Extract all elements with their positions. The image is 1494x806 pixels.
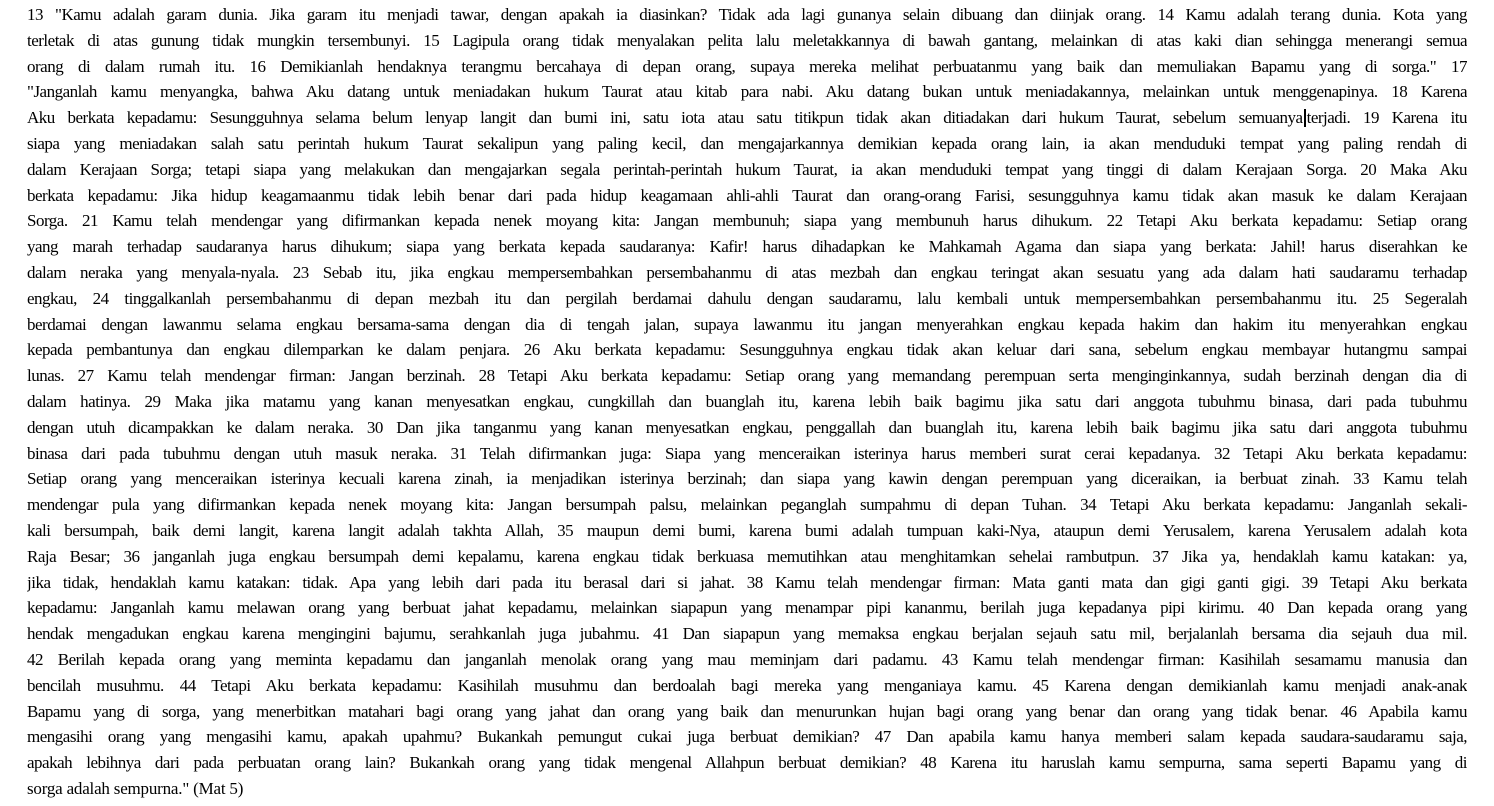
text-line: mendengar pula yang difirmankan kepada nenek moyang kita: Jangan bersumpah palsu, melainkan peganglah sumpahmu di depan Tuhan. 34 Tetapi Aku berkata kepadamu: Janganlah sekali-	[27, 495, 1467, 515]
text-line: terletak di atas gunung tidak mungkin tersembunyi. 15 Lagipula orang tidak menyalakan pelita lalu meletakkannya di bawah gantang, melainkan di atas kaki dian sehingga menerangi semua	[27, 30, 1467, 50]
text-line: siapa yang meniadakan salah satu perintah hukum Taurat sekalipun yang paling kecil, dan mengajarkannya demikian kepada orang lain, ia akan menduduki tempat yang paling rendah di	[27, 133, 1467, 153]
text-line: berdamai dengan lawanmu selama engkau bersama-sama dengan dia di tengah jalan, supaya lawanmu itu jangan menyerahkan engkau kepada hakim dan hakim itu menyerahkan engkau	[27, 314, 1467, 334]
text-line: "Janganlah kamu menyangka, bahwa Aku datang untuk meniadakan hukum Taurat atau kitab para nabi. Aku datang bukan untuk meniadakannya, melainkan untuk menggenapinya. 18 Karena	[27, 82, 1467, 102]
text-line: kepadamu: Janganlah kamu melawan orang yang berbuat jahat kepadamu, melainkan siapapun yang menampar pipi kananmu, berilah juga kepadanya pipi kirimu. 40 Dan kepada orang yang	[27, 598, 1467, 618]
text-line: engkau, 24 tinggalkanlah persembahanmu di depan mezbah itu dan pergilah berdamai dahulu dengan saudaramu, lalu kembali untuk mempersembahkan persembahanmu itu. 25 Segeralah	[27, 288, 1467, 308]
text-line: orang di dalam rumah itu. 16 Demikianlah hendaknya terangmu bercahaya di depan orang, supaya mereka melihat perbuatanmu yang baik dan memuliakan Bapamu yang di sorga." 17	[27, 56, 1467, 76]
text-line: dalam Kerajaan Sorga; tetapi siapa yang melakukan dan mengajarkan segala perintah-perintah hukum Taurat, ia akan menduduki tempat yang tinggi di dalam Kerajaan Sorga. 20 Maka Aku	[27, 159, 1467, 179]
text-area[interactable]	[27, 2, 1467, 806]
text-line	[27, 105, 1467, 131]
text-line: Setiap orang yang menceraikan isterinya kecuali karena zinah, ia menjadikan isterinya berzinah; dan siapa yang kawin dengan perempuan yang diceraikan, ia berbuat zinah. 33 Kamu telah	[27, 469, 1467, 489]
text-before-cursor: Aku berkata kepadamu: Sesungguhnya selama belum lenyap langit dan bumi ini, satu iota atau satu titikpun tidak akan ditiadakan dari hukum Taurat, sebelum semuanya	[27, 108, 1303, 128]
text-line: berkata kepadamu: Jika hidup keagamaanmu tidak lebih benar dari pada hidup keagamaan ahli-ahli Taurat dan orang-orang Farisi, sesungguhnya kamu tidak akan masuk ke dalam Kerajaan	[27, 185, 1467, 205]
text-line: hendak mengadukan engkau karena mengingini bajumu, serahkanlah juga jubahmu. 41 Dan siapapun yang memaksa engkau berjalan sejauh satu mil, berjalanlah bersama dia sejauh dua mil.	[27, 624, 1467, 644]
text-line: 13 "Kamu adalah garam dunia. Jika garam itu menjadi tawar, dengan apakah ia diasinkan? Tidak ada lagi gunanya selain dibuang dan diinjak orang. 14 Kamu adalah terang dunia. Kota yang	[27, 5, 1467, 24]
text-line: dalam hatinya. 29 Maka jika matamu yang kanan menyesatkan engkau, cungkillah dan buanglah itu, karena lebih baik bagimu jika satu dari anggota tubuhmu binasa, dari pada tubuhmu	[27, 391, 1467, 411]
text-line: apakah lebihnya dari pada perbuatan orang lain? Bukankah orang yang tidak mengenal Allahpun berbuat demikian? 48 Karena itu haruslah kamu sempurna, sama seperti Bapamu yang di	[27, 753, 1467, 773]
text-line: mengasihi orang yang mengasihi kamu, apakah upahmu? Bukankah pemungut cukai juga berbuat demikian? 47 Dan apabila kamu hanya memberi salam kepada saudara-saudaramu saja,	[27, 727, 1467, 747]
text-line: dengan utuh dicampakkan ke dalam neraka. 30 Dan jika tanganmu yang kanan menyesatkan engkau, penggallah dan buanglah itu, karena lebih baik bagimu jika satu dari anggota tubuhmu	[27, 417, 1467, 437]
text-line: sorga adalah sempurna." (Mat 5)	[27, 778, 244, 798]
text-line: dalam neraka yang menyala-nyala. 23 Sebab itu, jika engkau mempersembahkan persembahanmu di atas mezbah dan engkau teringat akan sesuatu yang ada dalam hati saudaramu terhadap	[27, 262, 1467, 282]
text-line: Sorga. 21 Kamu telah mendengar yang difirmankan kepada nenek moyang kita: Jangan membunuh; siapa yang membunuh harus dihukum. 22 Tetapi Aku berkata kepadamu: Setiap orang	[27, 211, 1467, 231]
text-line: kali bersumpah, baik demi langit, karena langit adalah takhta Allah, 35 maupun demi bumi, karena bumi adalah tumpuan kaki-Nya, ataupun demi Yerusalem, karena Yerusalem adalah kota	[27, 520, 1467, 540]
text-line: lunas. 27 Kamu telah mendengar firman: Jangan berzinah. 28 Tetapi Aku berkata kepadamu: Setiap orang yang memandang perempuan serta menginginkannya, sudah berzinah dengan dia di	[27, 366, 1467, 386]
text-line: yang marah terhadap saudaranya harus dihukum; siapa yang berkata kepada saudaranya: Kafir! harus dihadapkan ke Mahkamah Agama dan siapa yang berkata: Jahil! harus diserahkan ke	[27, 237, 1467, 257]
text-after-cursor: terjadi. 19 Karena itu	[1306, 108, 1467, 128]
text-line: Bapamu yang di sorga, yang menerbitkan matahari bagi orang yang jahat dan orang yang baik dan menurunkan hujan bagi orang yang benar dan orang yang tidak benar. 46 Apabila kamu	[27, 701, 1467, 721]
text-line: binasa dari pada tubuhmu dengan utuh masuk neraka. 31 Telah difirmankan juga: Siapa yang menceraikan isterinya harus memberi surat cerai kepadanya. 32 Tetapi Aku berkata kepadamu:	[27, 443, 1467, 463]
text-line: jika tidak, hendaklah kamu katakan: tidak. Apa yang lebih dari pada itu berasal dari si jahat. 38 Kamu telah mendengar firman: Mata ganti mata dan gigi ganti gigi. 39 Tetapi Aku berkata	[27, 572, 1467, 592]
text-line: kepada pembantunya dan engkau dilemparkan ke dalam penjara. 26 Aku berkata kepadamu: Sesungguhnya engkau tidak akan keluar dari sana, sebelum engkau membayar hutangmu sampai	[27, 340, 1467, 360]
text-line: bencilah musuhmu. 44 Tetapi Aku berkata kepadamu: Kasihilah musuhmu dan berdoalah bagi mereka yang menganiaya kamu. 45 Karena dengan demikianlah kamu menjadi anak-anak	[27, 675, 1467, 695]
text-line: 42 Berilah kepada orang yang meminta kepadamu dan janganlah menolak orang yang mau meminjam dari padamu. 43 Kamu telah mendengar firman: Kasihilah sesamamu manusia dan	[27, 649, 1467, 669]
text-line: Raja Besar; 36 janganlah juga engkau bersumpah demi kepalamu, karena engkau tidak berkuasa memutihkan atau menghitamkan sehelai rambutpun. 37 Jika ya, hendaklah kamu katakan: ya,	[27, 546, 1467, 566]
text-cursor	[1304, 109, 1306, 127]
